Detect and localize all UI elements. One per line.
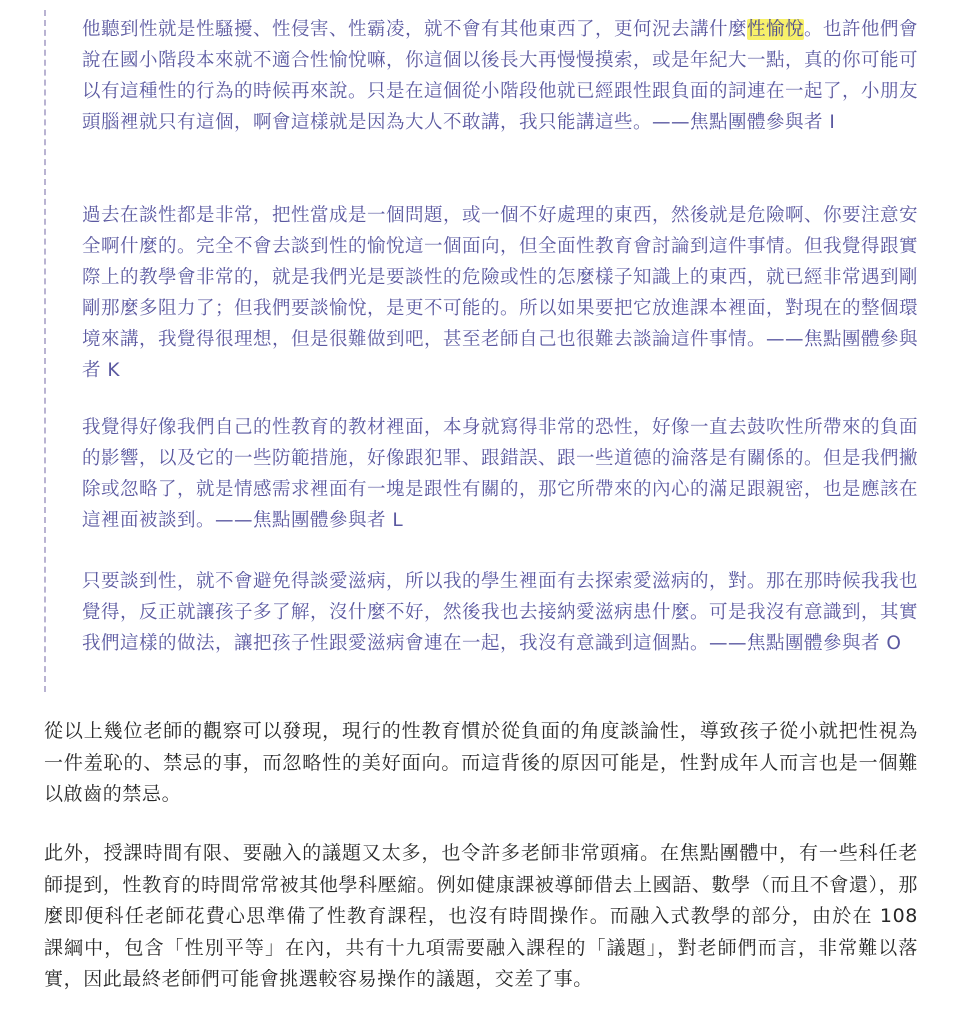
- body-paragraph-1: 從以上幾位老師的觀察可以發現，現行的性教育慣於從負面的角度談論性，導致孩子從小就把性視為一件羞恥的、禁忌的事，而忽略性的美好面向。而這背後的原因可能是，性對成年人而言也是一個難以啟齒的禁忌。: [44, 720, 918, 805]
- quote-paragraph-3: 我覺得好像我們自己的性教育的教材裡面，本身就寫得非常的恐性，好像一直去鼓吹性所帶來的負面的影響，以及它的一些防範措施，好像跟犯罪、跟錯誤、跟一些道德的淪落是有關係的。但是我們撇除或忽略了，就是情感需求裡面有一塊是跟性有關的，那它所帶來的內心的滿足跟親密，也是應該在這裡面被談到。——焦點團體參與者 L: [82, 417, 919, 531]
- highlighted-text: 性愉悅: [747, 19, 805, 40]
- body-paragraph-2: 此外，授課時間有限、要融入的議題又太多，也令許多老師非常頭痛。在焦點團體中，有一些科任老師提到，性教育的時間常常被其他學科壓縮。例如健康課被導師借去上國語、數學（而且不會還），那麼即便科任老師花費心思準備了性教育課程，也沒有時間操作。而融入式教學的部分，由於在 108 課綱中，包含「性別平等」在內，共有十九項需要融入課程的「議題」，對老師們而言，非常難以落實，因此最終老師們可能會挑選較容易操作的議題，交差了事。: [44, 842, 918, 990]
- blockquote: [44, 10, 926, 692]
- quote-paragraph-1: [82, 14, 920, 138]
- quote-1-text-after: 。也許他們會說在國小階段本來就不適合性愉悅嘛，你這個以後長大再慢慢摸索，或是年紀大一點，真的你可能可以有這種性的行為的時候再來說。只是在這個從小階段他就已經跟性跟負面的詞連在一起了，小朋友頭腦裡就只有這個，啊會這樣就是因為大人不敢講，我只能講這些。——焦點團體參與者 I: [82, 19, 919, 133]
- quote-paragraph-2: 過去在談性都是非常，把性當成是一個問題，或一個不好處理的東西，然後就是危險啊、你要注意安全啊什麼的。完全不會去談到性的愉悅這一個面向，但全面性教育會討論到這件事情。但我覺得跟實際上的教學會非常的，就是我們光是要談性的危險或性的怎麼樣子知識上的東西，就已經非常遇到剛剛那麼多阻力了；但我們要談愉悅，是更不可能的。所以如果要把它放進課本裡面，對現在的整個環境來講，我覺得很理想，但是很難做到吧，甚至老師自己也很難去談論這件事情。——焦點團體參與者 K: [82, 205, 919, 381]
- quote-1-text-before: 他聽到性就是性騷擾、性侵害、性霸凌，就不會有其他東西了，更何況去講什麼: [82, 19, 748, 40]
- quote-paragraph-4: 只要談到性，就不會避免得談愛滋病，所以我的學生裡面有去探索愛滋病的，對。那在那時候我我也覺得，反正就讓孩子多了解，沒什麼不好，然後我也去接納愛滋病患什麼。可是我沒有意識到，其實我們這樣的做法，讓把孩子性跟愛滋病會連在一起，我沒有意識到這個點。——焦點團體參與者 O: [82, 571, 919, 654]
